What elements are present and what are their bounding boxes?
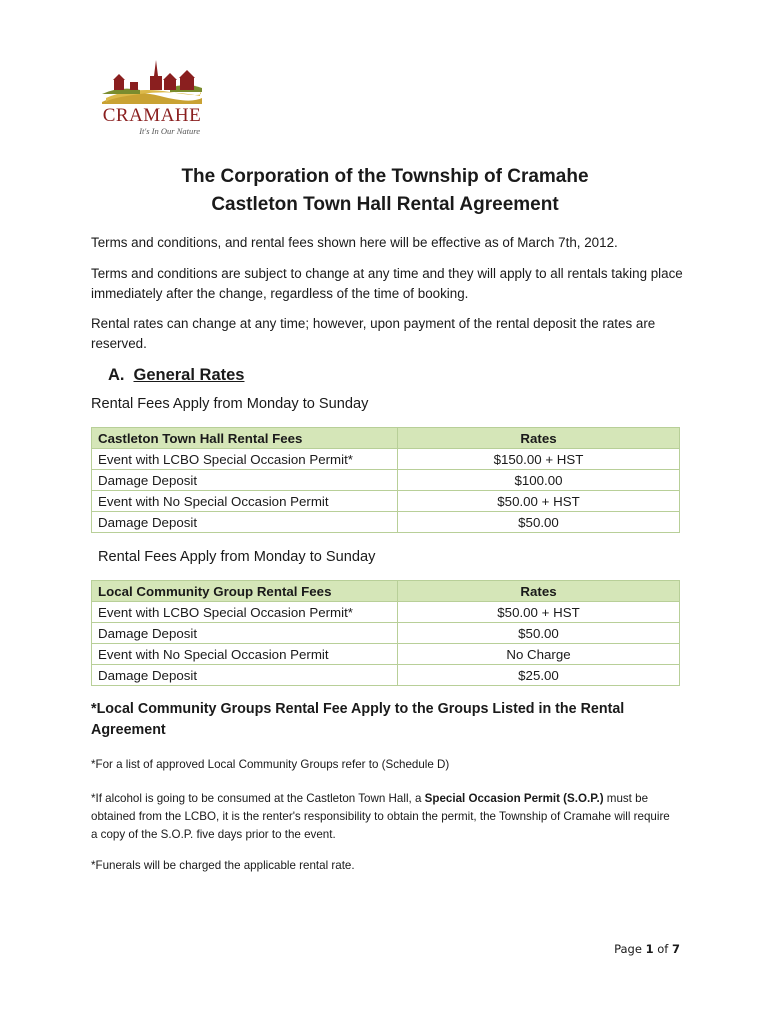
fee-rate: $50.00 <box>398 623 680 644</box>
table-row <box>92 602 680 623</box>
current-page: 1 <box>645 942 654 956</box>
fee-rate: $50.00 <box>398 512 680 533</box>
page-word: Page <box>614 942 642 956</box>
fee-rate: No Charge <box>398 644 680 665</box>
alcohol-note-text: *If alcohol is going to be consumed at the Castleton Town Hall, a <box>91 792 425 805</box>
table-row <box>92 470 680 491</box>
effective-date-paragraph: Terms and conditions, and rental fees shown here will be effective as of March 7th, 2012. <box>91 235 618 250</box>
fee-item: Event with No Special Occasion Permit <box>92 491 398 512</box>
fee-item: Event with LCBO Special Occasion Permit* <box>92 602 398 623</box>
table-row <box>92 491 680 512</box>
fee-rate: $150.00 + HST <box>398 449 680 470</box>
fee-item: Damage Deposit <box>92 512 398 533</box>
fee-item: Damage Deposit <box>92 623 398 644</box>
sop-emphasis: Special Occasion Permit (S.O.P.) <box>424 792 604 805</box>
table-row <box>92 512 680 533</box>
section-heading <box>108 366 244 385</box>
logo-tagline: It's In Our Nature <box>139 126 200 136</box>
section-title: General Rates <box>133 366 245 384</box>
fee-rate: $25.00 <box>398 665 680 686</box>
page-number <box>580 942 680 956</box>
rates-reserved-paragraph: Rental rates can change at any time; however, upon payment of the rental deposit the rates are reserved. <box>91 316 656 351</box>
table-header-fees: Local Community Group Rental Fees <box>92 581 398 602</box>
section-letter: A. <box>108 366 125 384</box>
terms-change-paragraph: Terms and conditions are subject to change at any time and they will apply to all rentals taking place immediately after the change, regardless of the time of booking. <box>91 266 683 301</box>
table-row <box>92 623 680 644</box>
table-header-rates: Rates <box>398 428 680 449</box>
cramahe-logo <box>100 58 204 138</box>
community-group-rates-table <box>91 580 680 686</box>
total-pages: 7 <box>671 942 680 956</box>
table-header-row <box>92 581 680 602</box>
table1-caption: Rental Fees Apply from Monday to Sunday <box>91 396 369 412</box>
fee-rate: $50.00 + HST <box>398 602 680 623</box>
schedule-d-note: *For a list of approved Local Community Groups refer to (Schedule D) <box>91 758 450 771</box>
of-word: of <box>657 942 669 956</box>
table-row <box>92 644 680 665</box>
document-title-line1: The Corporation of the Township of Cramahe <box>181 166 589 187</box>
town-hall-rates-table <box>91 427 680 533</box>
fee-item: Damage Deposit <box>92 665 398 686</box>
village-skyline-icon <box>100 58 204 106</box>
table2-caption: Rental Fees Apply from Monday to Sunday <box>98 549 376 565</box>
table-header-rates: Rates <box>398 581 680 602</box>
logo-wordmark: CRAMAHE <box>102 105 202 126</box>
alcohol-permit-note <box>91 790 671 844</box>
table-header-row <box>92 428 680 449</box>
alcohol-note-text-cont: must be obtained from the LCBO, it is the renter's responsibility to obtain the permit, the Township of Cramahe will require a copy of the S.O.P. five days prior to the event. <box>91 792 670 841</box>
fee-rate: $50.00 + HST <box>398 491 680 512</box>
fee-rate: $100.00 <box>398 470 680 491</box>
fee-item: Event with LCBO Special Occasion Permit* <box>92 449 398 470</box>
table-row <box>92 665 680 686</box>
funerals-note: *Funerals will be charged the applicable rental rate. <box>91 859 355 872</box>
table-header-fees: Castleton Town Hall Rental Fees <box>92 428 398 449</box>
community-groups-note-heading: *Local Community Groups Rental Fee Apply to the Groups Listed in the Rental Agreement <box>91 701 625 738</box>
table-row <box>92 449 680 470</box>
fee-item: Damage Deposit <box>92 470 398 491</box>
document-title-line2: Castleton Town Hall Rental Agreement <box>211 194 559 215</box>
fee-item: Event with No Special Occasion Permit <box>92 644 398 665</box>
